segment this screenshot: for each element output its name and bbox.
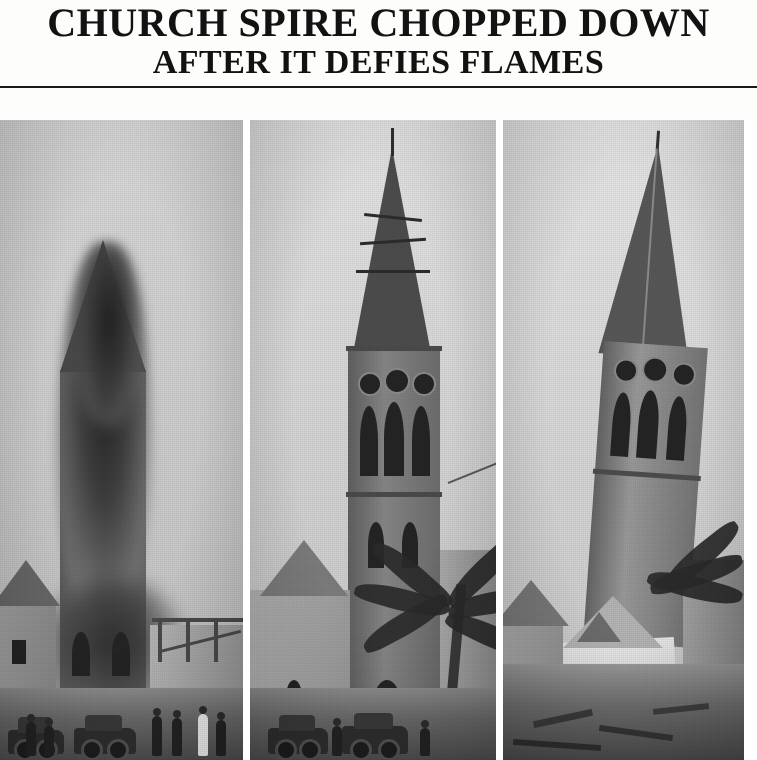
belfry-window [412,406,430,476]
vintage-car [74,728,136,754]
tower-cornice [346,492,442,497]
tower-cornice [346,346,442,351]
roof-beam [152,618,243,622]
roof-beam [158,618,162,662]
photo-strip [0,120,757,760]
onlooker [44,726,54,756]
belfry-rose-window [412,372,436,396]
house-gable [503,580,569,626]
smoke-plume-upper [76,248,142,428]
roof-beam [214,618,218,662]
roof-beam [186,618,190,662]
headline-block [0,0,757,82]
house-window [12,640,26,664]
wreck-gable-dark [577,612,621,642]
onlooker [198,714,208,756]
belfry-rose-window [384,368,410,394]
burned-framework [356,270,430,273]
onlooker [152,716,162,756]
charred-spire [354,148,430,348]
headline-rule [0,86,757,88]
crowd-and-cars [250,670,496,760]
belfry-rose-window [358,372,382,396]
onlooker [26,722,36,756]
gutted-tower-panel [250,120,496,760]
spire-mast [391,128,394,156]
nave-gable [260,540,348,596]
onlooker [420,728,430,756]
vintage-car [268,728,328,754]
belfry-window [384,402,404,476]
onlooker [172,718,182,756]
headline-line-2: AFTER IT DEFIES FLAMES [152,44,605,81]
onlooker [216,720,226,756]
vintage-car [8,730,64,754]
burning-church-panel [0,120,243,760]
headline-line-1: CHURCH SPIRE CHOPPED DOWN [47,0,710,45]
vintage-car [342,726,408,754]
belfry-window [360,406,378,476]
toppled-spire-panel [503,120,744,760]
crowd-and-cars [0,670,243,760]
onlooker [332,726,342,756]
gable-roof-left [0,560,60,606]
